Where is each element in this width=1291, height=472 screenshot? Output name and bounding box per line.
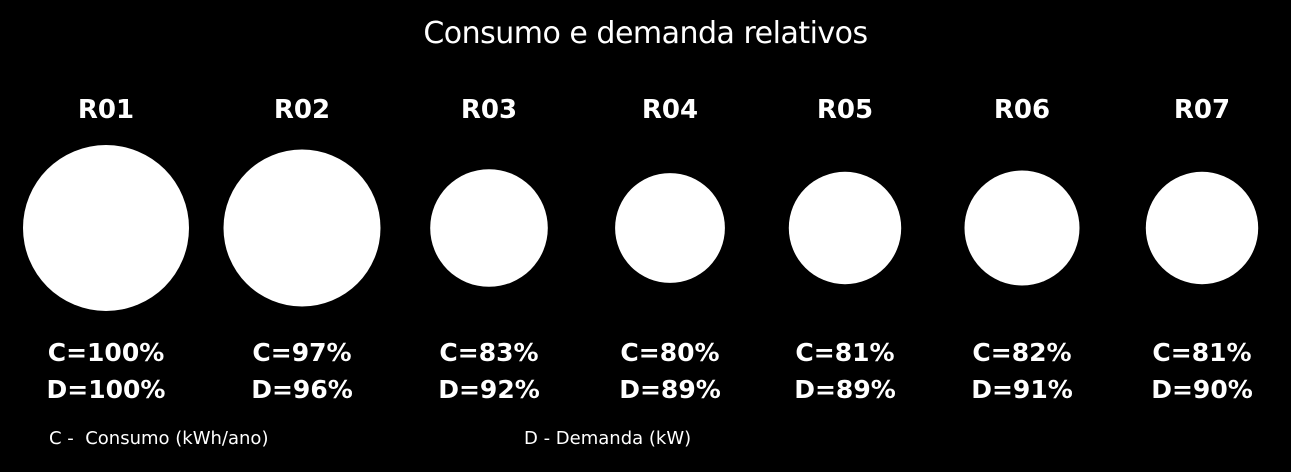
bubble-r04 [615, 173, 725, 283]
category-label-r01: R01 [77, 95, 135, 125]
bubble-r06 [965, 171, 1080, 286]
bubble-r05 [789, 172, 901, 284]
category-label-r03: R03 [460, 95, 518, 125]
bubble-r01 [23, 145, 189, 311]
demand-label-r01: D=100% [46, 375, 166, 404]
category-label-r05: R05 [816, 95, 874, 125]
consumption-label-r05: C=81% [795, 338, 895, 367]
demand-label-r03: D=92% [438, 375, 540, 404]
category-label-r07: R07 [1173, 95, 1231, 125]
demand-label-r04: D=89% [619, 375, 721, 404]
bubble-r02 [224, 150, 381, 307]
consumption-label-r04: C=80% [620, 338, 720, 367]
category-label-r06: R06 [993, 95, 1051, 125]
bubble-r07 [1146, 172, 1258, 284]
demand-label-r05: D=89% [794, 375, 896, 404]
bubble-r03 [430, 169, 548, 287]
demand-label-r06: D=91% [971, 375, 1073, 404]
consumption-label-r01: C=100% [47, 338, 165, 367]
category-label-r02: R02 [273, 95, 331, 125]
consumption-label-r06: C=82% [972, 338, 1072, 367]
consumption-label-r03: C=83% [439, 338, 539, 367]
consumption-label-r02: C=97% [252, 338, 352, 367]
consumption-label-r07: C=81% [1152, 338, 1252, 367]
demand-label-r02: D=96% [251, 375, 353, 404]
demand-label-r07: D=90% [1151, 375, 1253, 404]
legend-demanda: D - Demanda (kW) [524, 428, 692, 449]
legend-consumo: C - Consumo (kWh/ano) [49, 428, 269, 449]
chart-title: Consumo e demanda relativos [423, 16, 868, 51]
category-label-r04: R04 [641, 95, 699, 125]
